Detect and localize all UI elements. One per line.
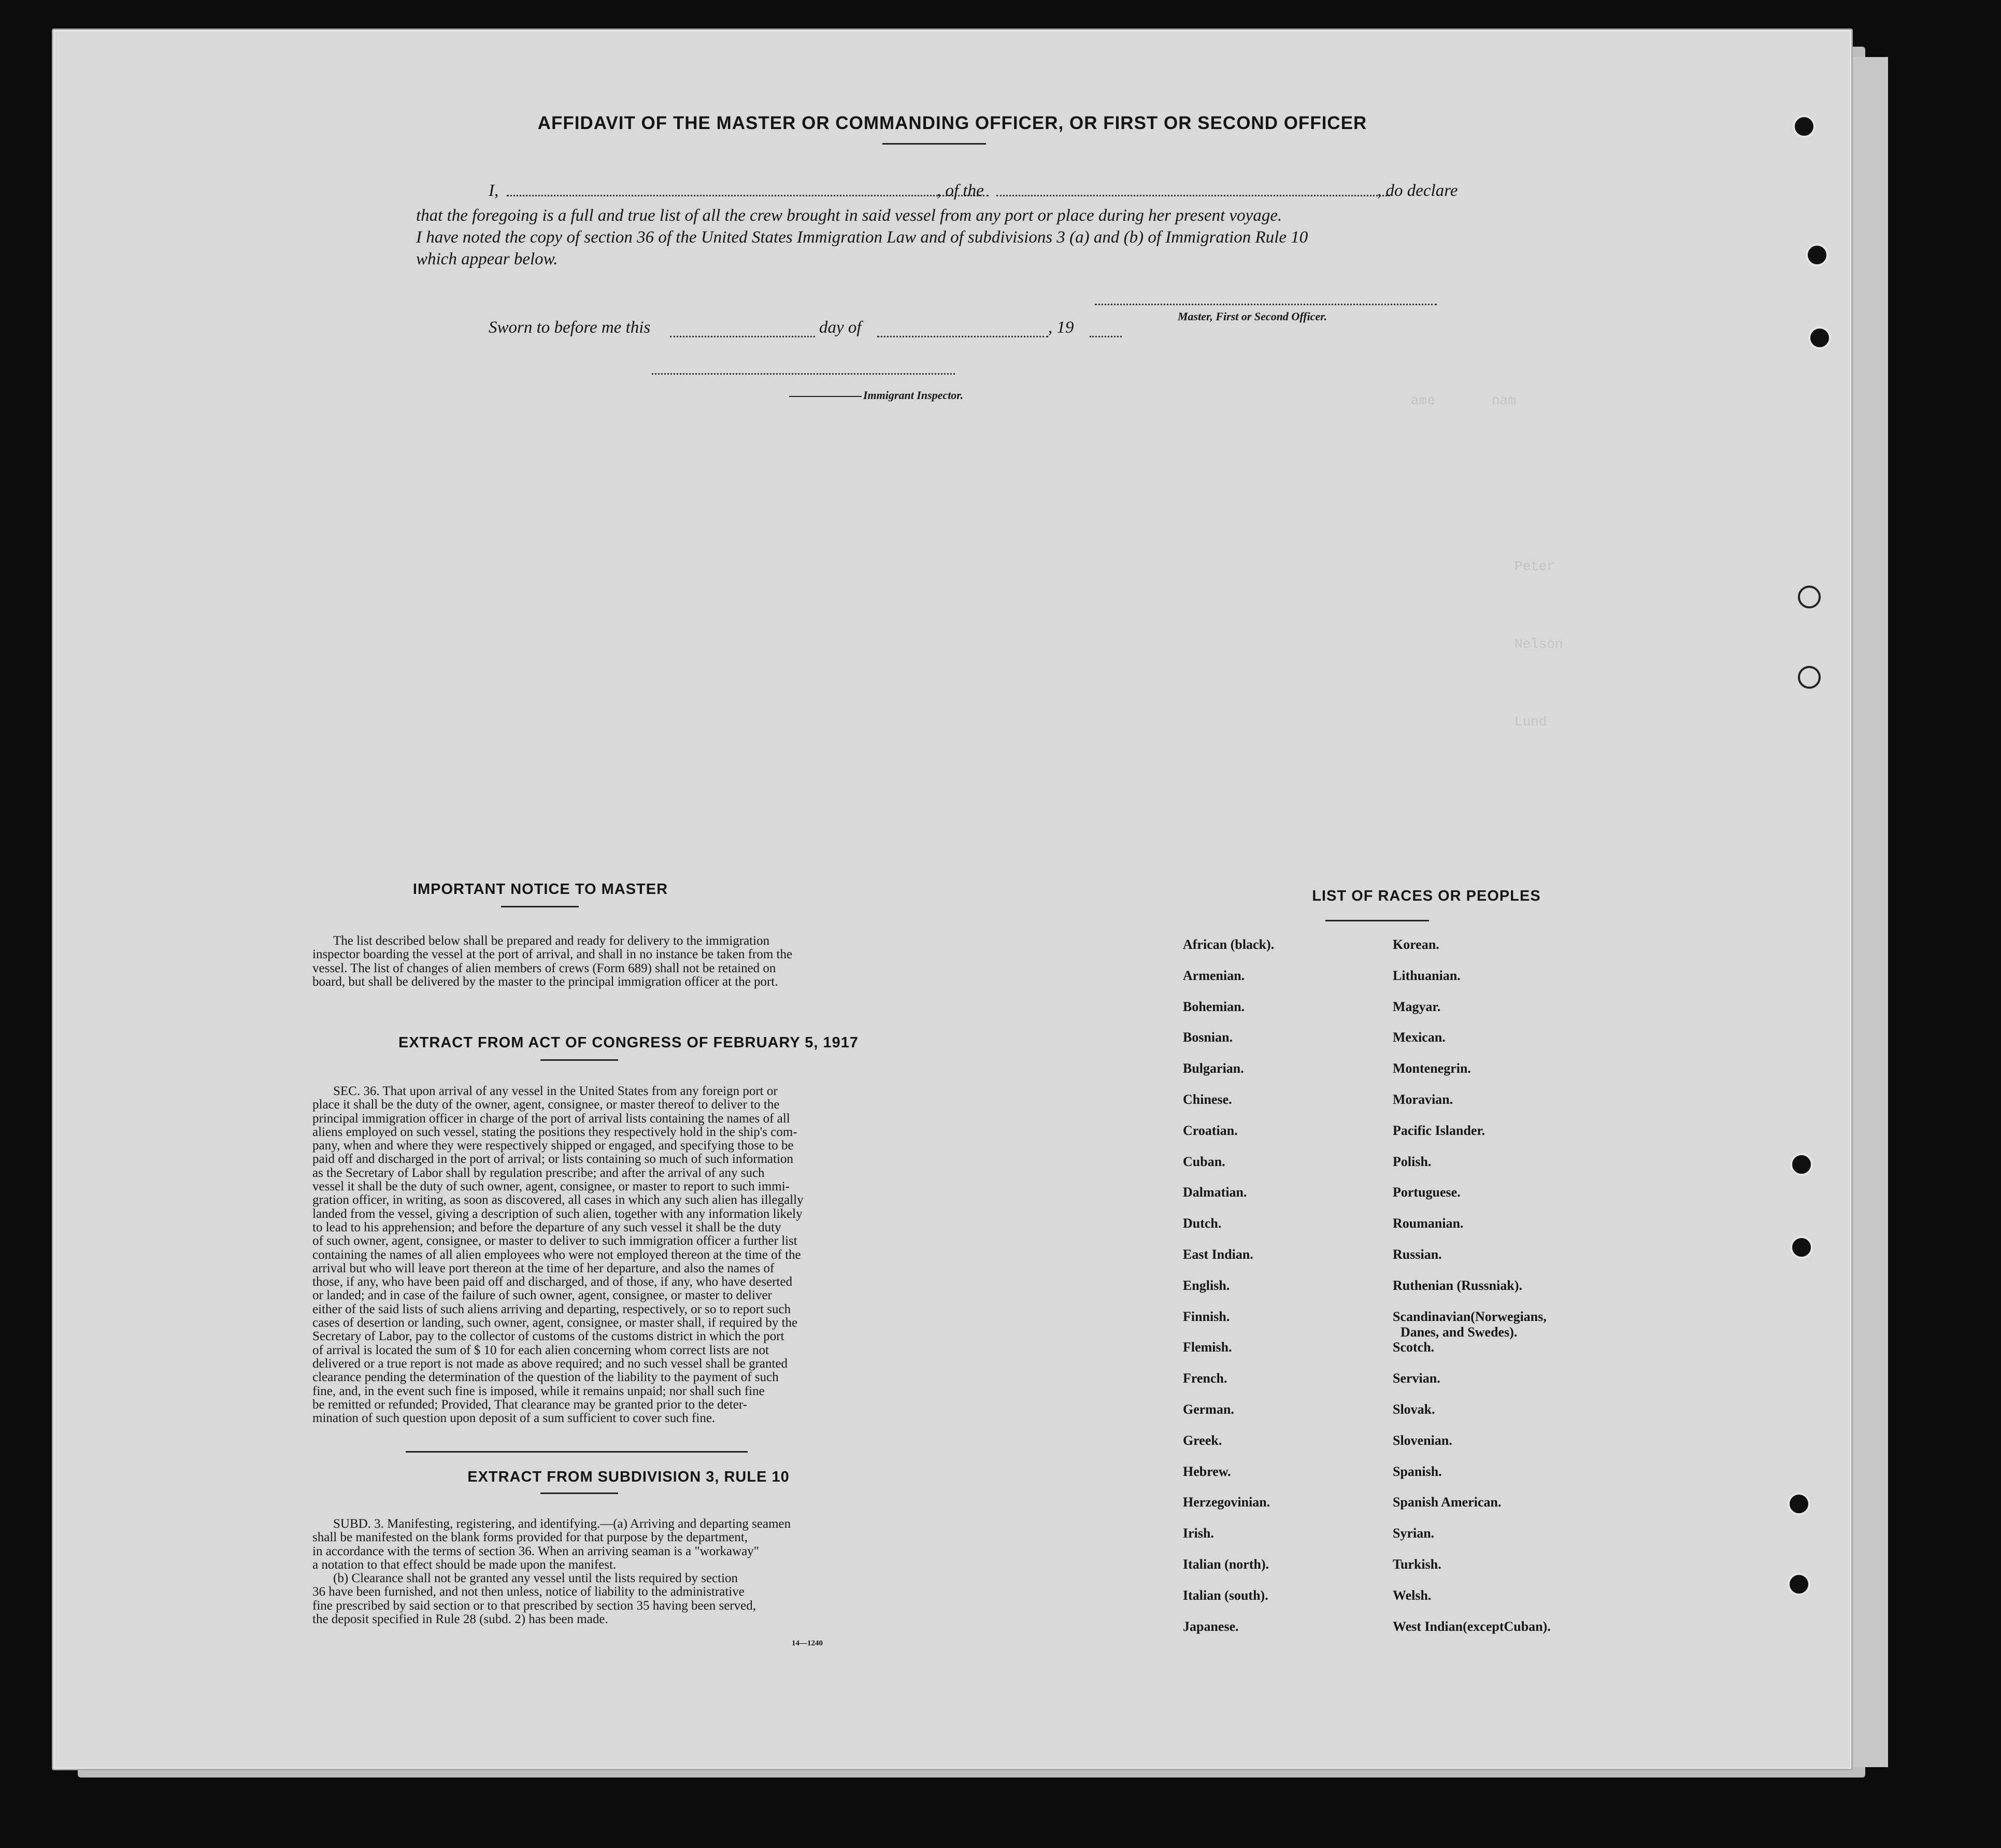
race-item: Pacific Islander.	[1393, 1122, 1485, 1138]
form-number: 14—1240	[792, 1639, 823, 1647]
text-line: vessel. The list of changes of alien members of crews (Form 689) shall not be retained on	[312, 961, 776, 975]
act-extract-paragraph	[312, 1085, 945, 1425]
race-item: West Indian(exceptCuban).	[1393, 1618, 1551, 1634]
races-right-column	[1393, 937, 1551, 1650]
race-item: Cuban.	[1183, 1154, 1225, 1169]
race-item: Polish.	[1393, 1154, 1432, 1169]
bleed-through-text: ame nam	[1411, 393, 1516, 408]
text-line: or landed; and in case of the failure of such owner, agent, consignee, or master to deliver	[312, 1288, 772, 1303]
affidavit-body-line: that the foregoing is a full and true list of all the crew brought in said vessel from any port or place during her present voyage.	[416, 206, 1282, 225]
text-line: either of the said lists of such aliens arriving and departing, respectively, or so to report such	[312, 1302, 791, 1316]
binder-hole	[1798, 586, 1821, 608]
race-item: Welsh.	[1393, 1587, 1432, 1603]
sworn-label: Sworn to before me this	[489, 318, 651, 337]
race-item: Chinese.	[1183, 1091, 1232, 1107]
vessel-blank	[996, 195, 1390, 196]
text-line: a notation to that effect should be made upon the manifest.	[312, 1557, 617, 1572]
race-item: Italian (south).	[1183, 1587, 1268, 1603]
race-item: French.	[1183, 1371, 1227, 1386]
inspector-blank	[652, 373, 955, 375]
text-line: clearance pending the determination of the question of the liability to the payment of such	[312, 1370, 779, 1385]
rule-extract-paragraph	[312, 1517, 945, 1626]
text-line: SUBD. 3. Manifesting, registering, and identifying.—(a) Arriving and departing seamen	[333, 1517, 791, 1531]
bleed-through-text: Lund	[1514, 714, 1547, 730]
race-item: Servian.	[1393, 1371, 1440, 1386]
race-item: East Indian.	[1183, 1246, 1253, 1262]
section-divider	[406, 1451, 748, 1453]
affidavit-declare-label: , do declare	[1377, 181, 1458, 200]
text-line: 36 have been furnished, and not then unless, notice of liability to the administrative	[312, 1585, 745, 1599]
text-line: as the Secretary of Labor shall by regulation prescribe; and after the arrival of any such	[312, 1165, 765, 1180]
text-line: vessel it shall be the duty of such owner, agent, consignee, or master to report to such immi-	[312, 1179, 790, 1194]
race-item: English.	[1183, 1277, 1230, 1293]
race-item: African (black).	[1183, 937, 1275, 952]
text-line: shall be manifested on the blank forms provided for that purpose by the department,	[312, 1530, 748, 1545]
affidavit-i-label: I,	[489, 181, 499, 200]
text-line: paid off and discharged in the port of arrival; or lists containing so much of such information	[312, 1152, 794, 1167]
race-item: Armenian.	[1183, 968, 1245, 983]
race-item: Herzegovinian.	[1183, 1495, 1270, 1510]
affidavit-heading: AFFIDAVIT OF THE MASTER OR COMMANDING OFFICER, OR FIRST OR SECOND OFFICER	[537, 113, 1367, 133]
affidavit-body-line: I have noted the copy of section 36 of the United States Immigration Law and of subdivisions 3 (a) and (b) of Immigration Rule 10	[416, 228, 1308, 247]
year-blank	[1090, 336, 1122, 337]
inspector-caption: Immigrant Inspector.	[863, 389, 964, 402]
text-line: arrival but who will leave port thereon at the time of her departure, and also the names of	[312, 1261, 775, 1275]
text-line: be remitted or refunded; Provided, That clearance may be granted prior to the deter-	[312, 1397, 747, 1412]
bleed-through-text: Nelson	[1514, 636, 1563, 652]
heading-rule	[540, 1059, 618, 1061]
text-line: cases of desertion or landing, such owner, agent, consignee, or master shall, if required by the	[312, 1316, 798, 1330]
text-line: (b) Clearance shall not be granted any vessel until the lists required by section	[333, 1571, 738, 1586]
race-item: Spanish American.	[1393, 1495, 1502, 1510]
text-line: to lead to his apprehension; and before the departure of any such vessel it shall be the duty	[312, 1220, 781, 1234]
race-item: Magyar.	[1393, 999, 1441, 1014]
document-page	[52, 29, 1853, 1770]
binder-hole	[1788, 1492, 1810, 1515]
binder-hole	[1806, 244, 1828, 266]
binder-hole	[1790, 1236, 1813, 1259]
race-item: Scandinavian(Norwegians,	[1393, 1309, 1547, 1324]
race-item: Scotch.	[1393, 1340, 1435, 1355]
race-item: Bosnian.	[1183, 1030, 1233, 1045]
signature-blank	[1095, 304, 1437, 305]
text-line: SEC. 36. That upon arrival of any vessel in the United States from any foreign port or	[333, 1084, 778, 1098]
race-item: Bulgarian.	[1183, 1061, 1244, 1076]
notice-paragraph	[312, 934, 945, 989]
race-item: Finnish.	[1183, 1309, 1230, 1324]
race-item: Dutch.	[1183, 1216, 1222, 1231]
race-item: Japanese.	[1183, 1618, 1239, 1634]
race-item: Dalmatian.	[1183, 1185, 1247, 1200]
signature-caption: Master, First or Second Officer.	[1178, 310, 1327, 323]
race-item: Roumanian.	[1393, 1216, 1464, 1231]
race-item: Portuguese.	[1393, 1185, 1461, 1200]
binder-hole	[1793, 115, 1816, 138]
race-item: Korean.	[1393, 937, 1439, 952]
text-line: of such owner, agent, consignee, or master to deliver to such immigration officer a further list	[312, 1234, 797, 1248]
text-line: The list described below shall be prepared and ready for delivery to the immigration	[333, 934, 770, 948]
notice-heading: IMPORTANT NOTICE TO MASTER	[412, 881, 668, 898]
sworn-day-blank	[670, 336, 815, 337]
text-line: Secretary of Labor, pay to the collector of customs of the customs district in which the port	[312, 1329, 784, 1344]
race-item: Italian (north).	[1183, 1556, 1269, 1572]
rule-extract-heading: EXTRACT FROM SUBDIVISION 3, RULE 10	[467, 1469, 790, 1485]
text-line: fine prescribed by said section or to that prescribed by section 35 having been served,	[312, 1598, 756, 1613]
text-line: those, if any, who have been paid off and discharged, and of those, if any, who have deserted	[312, 1275, 793, 1289]
race-item: Slovenian.	[1393, 1432, 1452, 1448]
race-item: Danes, and Swedes).	[1400, 1324, 1518, 1340]
race-item: Croatian.	[1183, 1122, 1238, 1138]
text-line: of arrival is located the sum of $ 10 for each alien concerning whom correct lists are not	[312, 1343, 769, 1357]
text-line: gration officer, in writing, as soon as discovered, all cases in which any such alien has illegally	[312, 1193, 804, 1207]
race-item: Syrian.	[1393, 1526, 1435, 1541]
race-item: German.	[1183, 1401, 1234, 1417]
text-line: place it shall be the duty of the owner, agent, consignee, or master thereof to deliver to the	[312, 1098, 780, 1112]
heading-rule	[501, 906, 579, 907]
act-extract-heading: EXTRACT FROM ACT OF CONGRESS OF FEBRUARY 5, 1917	[398, 1034, 859, 1051]
heading-rule	[882, 143, 986, 145]
inspector-dash	[789, 396, 862, 397]
affidavit-of-the-label: , of the	[937, 181, 984, 200]
race-item: Irish.	[1183, 1526, 1214, 1541]
race-item: Russian.	[1393, 1246, 1442, 1262]
binder-hole	[1808, 326, 1831, 349]
text-line: the deposit specified in Rule 28 (subd. 2) has been made.	[312, 1612, 608, 1627]
sworn-month-blank	[877, 336, 1048, 337]
heading-rule	[540, 1492, 618, 1494]
races-heading: LIST OF RACES OR PEOPLES	[1312, 888, 1541, 904]
binder-hole	[1790, 1153, 1813, 1176]
text-line: in accordance with the terms of section 36. When an arriving seaman is a "workaway"	[312, 1544, 760, 1558]
binder-hole	[1788, 1573, 1810, 1596]
race-item: Lithuanian.	[1393, 968, 1461, 983]
race-item: Hebrew.	[1183, 1463, 1231, 1479]
day-of-label: day of	[819, 318, 862, 337]
race-item: Moravian.	[1393, 1091, 1453, 1107]
text-line: landed from the vessel, giving a description of such alien, together with any information likely	[312, 1206, 803, 1221]
text-line: aliens employed on such vessel, stating the positions they respectively hold in the ship's com-	[312, 1125, 797, 1139]
text-line: mination of such question upon deposit of a sum sufficient to cover such fine.	[312, 1411, 716, 1426]
race-item: Flemish.	[1183, 1340, 1232, 1355]
text-line: inspector boarding the vessel at the port of arrival, and shall in no instance be taken from the	[312, 947, 793, 962]
race-item: Ruthenian (Russniak).	[1393, 1277, 1522, 1293]
race-item: Spanish.	[1393, 1463, 1442, 1479]
text-line: fine, and, in the event such fine is imposed, while it remains unpaid; nor shall such fine	[312, 1384, 765, 1398]
heading-rule	[1325, 920, 1429, 921]
text-line: containing the names of all alien employees who were not employed thereon at the time of the	[312, 1247, 801, 1262]
races-left-column	[1183, 937, 1274, 1650]
name-blank	[507, 195, 989, 196]
text-line: board, but shall be delivered by the master to the principal immigration officer at the port.	[312, 974, 778, 989]
affidavit-body-line: which appear below.	[416, 250, 558, 268]
race-item: Turkish.	[1393, 1556, 1441, 1572]
race-item: Greek.	[1183, 1432, 1222, 1448]
text-line: pany, when and where they were respectively shipped or engaged, and specifying those to be	[312, 1139, 794, 1153]
text-line: principal immigration officer in charge of the port of arrival lists containing the names of all	[312, 1111, 790, 1126]
race-item: Montenegrin.	[1393, 1061, 1471, 1076]
race-item: Mexican.	[1393, 1030, 1446, 1045]
year-label: , 19	[1048, 318, 1074, 337]
race-item: Slovak.	[1393, 1401, 1435, 1417]
text-line: delivered or a true report is not made as above required; and no such vessel shall be granted	[312, 1356, 788, 1371]
race-item: Bohemian.	[1183, 999, 1245, 1014]
binder-hole	[1798, 666, 1821, 689]
bleed-through-text: Peter	[1514, 559, 1555, 574]
